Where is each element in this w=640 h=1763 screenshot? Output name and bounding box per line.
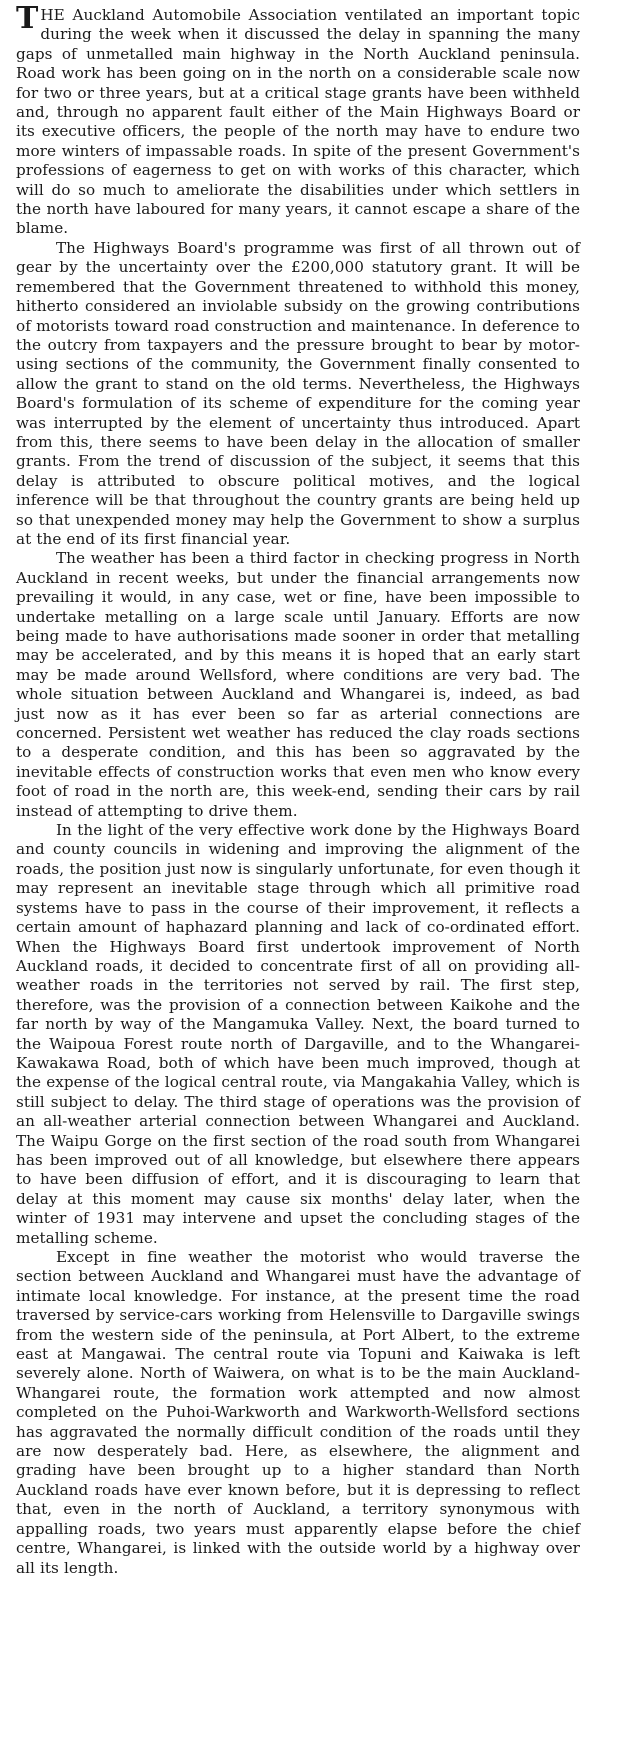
article-paragraph-1: THE Auckland Automobile Association ventilated an important topic during the week when it discussed the delay in spanning the many gaps of unmetalled main highway in the North Auckland peninsula. Road work has been going on in the north on a considerable scale now for two or three years, but at a critical stage grants have been withheld and, through no apparent fault either of the Main Highways Board or its executive officers, the people of the north may have to endure two more winters of impassable roads. In spite of the present Government's professions of eagerness to get on with works of this character, which will do so much to ameliorate the disabilities under which settlers in the north have laboured for many years, it cannot escape a share of the blame. <box>16 1 580 238</box>
article-paragraph-2: The Highways Board's programme was first of all thrown out of gear by the uncertainty over the £200,000 statutory grant. It will be remembered that the Government threatened to withhold this money, hitherto considered an inviolable subsidy on the growing contributions of motorists toward road construction and maintenance. In deference to the outcry from taxpayers and the pressure brought to bear by motor-using sections of the community, the Government finally consented to allow the grant to stand on the old terms. Nevertheless, the Highways Board's formulation of its scheme of expenditure for the coming year was interrupted by the element of uncertainty thus introduced. Apart from this, there seems to have been delay in the allocation of smaller grants. From the trend of discussion of the subject, it seems that this delay is attributed to obscure political motives, and the logical inference will be that throughout the country grants are being held up so that unexpended money may help the Government to show a surplus at the end of its first financial year. <box>16 238 580 548</box>
article-paragraph-3: The weather has been a third factor in checking progress in North Auckland in recent weeks, but under the financial arrangements now prevailing it would, in any case, wet or fine, have been impossible to undertake metalling on a large scale until January. Efforts are now being made to have authorisations made sooner in order that metalling may be accelerated, and by this means it is hoped that an early start may be made around Wellsford, where conditions are very bad. The whole situation between Auckland and Whangarei is, indeed, as bad just now as it has ever been so far as arterial connections are concerned. Persistent wet weather has reduced the clay roads sections to a desperate condition, and this has been so aggravated by the inevitable effects of construction works that even men who know every foot of road in the north are, this week-end, sending their cars by rail instead of attempting to drive them. <box>16 549 580 820</box>
editorial-column <box>16 1 580 1578</box>
article-paragraph-5: Except in fine weather the motorist who would traverse the section between Auckland and Whangarei must have the advantage of intimate local knowledge. For instance, at the present time the road traversed by service-cars working from Helensville to Dargaville swings from the western side of the peninsula, at Port Albert, to the extreme east at Mangawai. The central route via Topuni and Kaiwaka is left severely alone. North of Waiwera, on what is to be the main Auckland-Whangarei route, the formation work attempted and now almost completed on the Puhoi-Warkworth and Warkworth-Wellsford sections has aggravated the normally difficult condition of the roads until they are now desperately bad. Here, as elsewhere, the alignment and grading have been brought up to a higher standard than North Auckland roads have ever known before, but it is depressing to reflect that, even in the north of Auckland, a territory synonymous with appalling roads, two years must apparently elapse before the chief centre, Whangarei, is linked with the outside world by a highway over all its length. <box>16 1248 580 1577</box>
article-paragraph-4: In the light of the very effective work done by the Highways Board and county councils in widening and improving the alignment of the roads, the position just now is singularly unfortunate, for even though it may represent an inevitable stage through which all primitive road systems have to pass in the course of their improvement, it reflects a certain amount of haphazard planning and lack of co-ordinated effort. When the Highways Board first undertook improvement of North Auckland roads, it decided to concentrate first of all on providing all-weather roads in the territories not served by rail. The first step, therefore, was the provision of a connection between Kaikohe and the far north by way of the Mangamuka Valley. Next, the board turned to the Waipoua Forest route north of Dargaville, and to the Whangarei-Kawakawa Road, both of which have been much improved, though at the expense of the logical central route, via Mangakahia Valley, which is still subject to delay. The third stage of operations was the provision of an all-weather arterial connection between Whangarei and Auckland. The Waipu Gorge on the first section of the road south from Whangarei has been improved out of all knowledge, but elsewhere there appears to have been diffusion of effort, and it is discouraging to learn that delay at this moment may cause six months' delay later, when the winter of 1931 may intervene and upset the concluding stages of the metalling scheme. <box>16 821 580 1247</box>
